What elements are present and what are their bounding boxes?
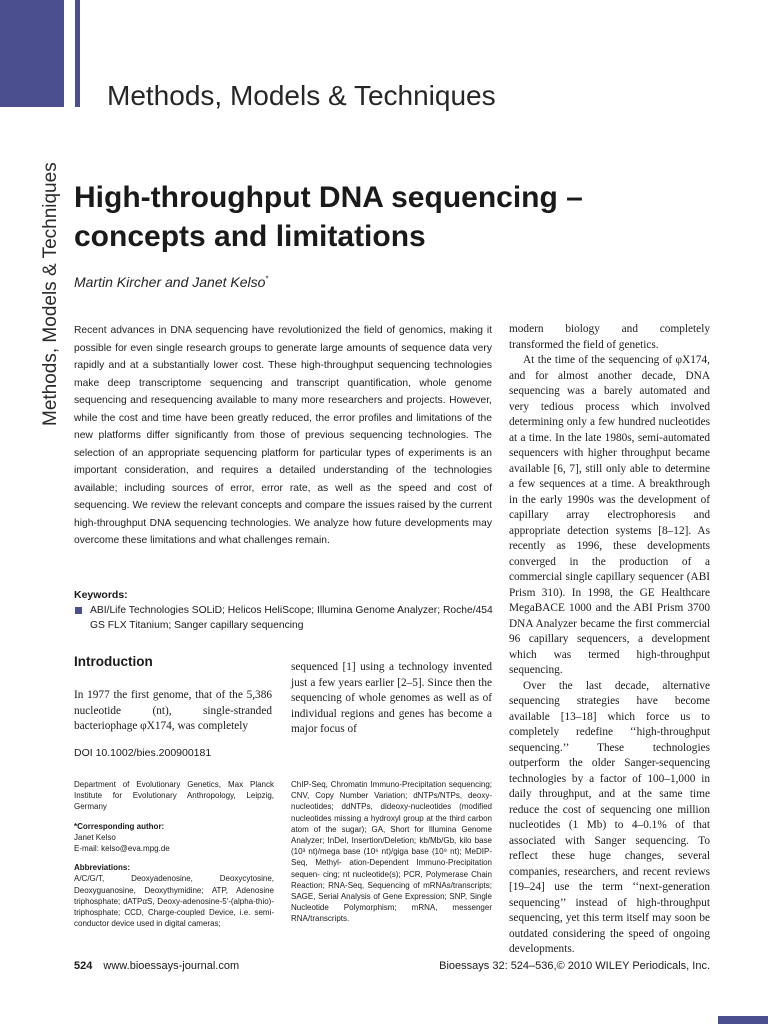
keywords-list [74, 603, 494, 633]
abbreviations-text-right: ChIP-Seq, Chromatin Immuno-Precipitation sequencing; CNV, Copy Number Variation; dNTPs/NTPs, deoxy-nucleotides; ddNTPs, dideoxy-nucleotides (modified nucleotides missing a hydroxyl group at the third carbon atom of the sugar); GA, Short for Illumina Genome Analyzer; InDel, Insertion/Deletion; kb/Mb/Gb, kilo base (10³ nt)/mega base (10⁶ nt)/giga base (10⁹ nt); MeDIP-Seq, Methyl- ation-Dependent Immuno-Precipitation sequen- cing; nt nucleotide(s); PCR, Polymerase Chain Reaction; RNA-Seq, Sequencing of mRNAs/transcripts; SAGE, Serial Analysis of Gene Expression; SNP, Single Nucleotide Polymorphism; mRNA, messenger RNA/transcripts. [291, 780, 492, 924]
corner-color-block [0, 0, 64, 107]
journal-website[interactable]: www.bioessays-journal.com [103, 960, 240, 972]
keywords-text: ABI/Life Technologies SOLiD; Helicos HeliScope; Illumina Genome Analyzer; Roche/454 GS FLX Titanium; Sanger capillary sequencing [90, 605, 493, 631]
footer-left [74, 960, 239, 972]
corresponding-email[interactable]: E-mail: kelso@eva.mpg.de [74, 844, 170, 854]
square-bullet-icon [75, 607, 82, 614]
abstract: Recent advances in DNA sequencing have revolutionized the field of genomics, making it possible for even single research groups to generate large amounts of sequence data very rapidly and at a substantially lower cost. These high-throughput sequencing technologies make deep transcriptome sequencing and transcript quantification, whole genome sequencing and resequencing available to many more researchers and projects. However, while the cost and time have been greatly reduced, the error profiles and limitations of the new platforms differ significantly from those of previous sequencing technologies. The selection of an appropriate sequencing platform for particular types of experiments is an important consideration, and requires a detailed understanding of the technologies available; including sources of error, error rate, as well as the speed and cost of sequencing. We review the relevant concepts and compare the issues raised by the current high-throughput DNA sequencing technologies. We analyze how future developments may overcome these limitations and what challenges remain. [74, 325, 492, 546]
introduction-heading: Introduction [74, 654, 153, 669]
affiliation: Department of Evolutionary Genetics, Max Planck Institute for Evolutionary Anthropology, Leipzig, Germany [74, 780, 274, 812]
right-column-paragraph-1: modern biology and completely transformed the field of genetics. [509, 323, 710, 351]
corresponding-label: *Corresponding author: [74, 821, 165, 831]
section-title: Methods, Models & Techniques [107, 80, 496, 111]
introduction-paragraph-1: In 1977 the first genome, that of the 5,386 nucleotide (nt), single-stranded bacteriophage φX174, was completely [74, 689, 272, 732]
author-names: Martin Kircher and Janet Kelso [74, 274, 266, 290]
footer-accent-bar [718, 1016, 768, 1024]
article-title: High-throughput DNA sequencing – concepts and limitations [74, 181, 583, 253]
introduction-paragraph-2: sequenced [1] using a technology invented just a few years earlier [2–5]. Since then the sequencing of whole genomes as well as of individual regions and genes has become a major focus of [291, 661, 492, 735]
keywords-label: Keywords: [74, 589, 128, 601]
author-line [74, 274, 269, 290]
right-column-paragraph-3: Over the last decade, alternative sequencing strategies have become available [13–18] which force us to completely redefine ‘‘high-throughput sequencing.’’ These technologies outperform the older Sanger-sequencing technologies by a factor of 100–1,000 in daily throughput, and at the same time reduce the cost of sequencing one million nucleotides (1 Mb) to 4–0.1% of that associated with Sanger sequencing. To reflect these huge changes, several companies, researchers, and recent reviews [19–24] use the term ‘‘next-generation sequencing’’ instead of high-throughput sequencing, yet this term itself may soon be outdated considering the speed of ongoing developments. [509, 679, 710, 955]
abbreviations-label: Abbreviations: [74, 863, 131, 873]
affiliation-block [74, 779, 274, 937]
abbreviations-text-left: A/C/G/T, Deoxyadenosine, Deoxycytosine, Deoxyguanosine, Deoxythymidine; ATP, Adenosine triphosphate; dATPαS, Deoxy-adenosine-5'-(alpha-thio)-triphosphate; CCD, Charge-coupled Device, i.e. semi-conductor device used in digital cameras; [74, 874, 274, 929]
right-column-paragraph-2: At the time of the sequencing of φX174, and for almost another decade, DNA sequencing was a barely automated and very tedious process which involved determining only a few hundred nucleotides at a time. In the late 1980s, semi-automated sequencers with higher throughput became available [6, 7], still only able to determine a few sequences at a time. A breakthrough in the early 1990s was the development of capillary array electrophoresis and appropriate detection systems [8–12]. As recently as 1996, these developments converged in the production of a commercial single capillary sequencer (ABI Prism 310). In 1998, the GE Healthcare MegaBACE 1000 and the ABI Prism 3700 DNA Analyzer became the first commercial 96 capillary sequencers, a development which was termed high-throughput sequencing. [509, 354, 710, 676]
page-number: 524 [74, 960, 93, 972]
side-running-title: Methods, Models & Techniques [40, 162, 61, 426]
corresponding-name: Janet Kelso [74, 832, 116, 842]
doi-link[interactable]: DOI 10.1002/bies.200900181 [74, 747, 212, 759]
right-column-text [509, 322, 710, 958]
corresponding-author-mark: * [265, 274, 269, 284]
header-vertical-rule [75, 0, 80, 107]
corresponding-author [74, 821, 274, 855]
footer-citation: Bioessays 32: 524–536,© 2010 WILEY Periodicals, Inc. [439, 960, 710, 972]
abbreviations [74, 862, 274, 929]
